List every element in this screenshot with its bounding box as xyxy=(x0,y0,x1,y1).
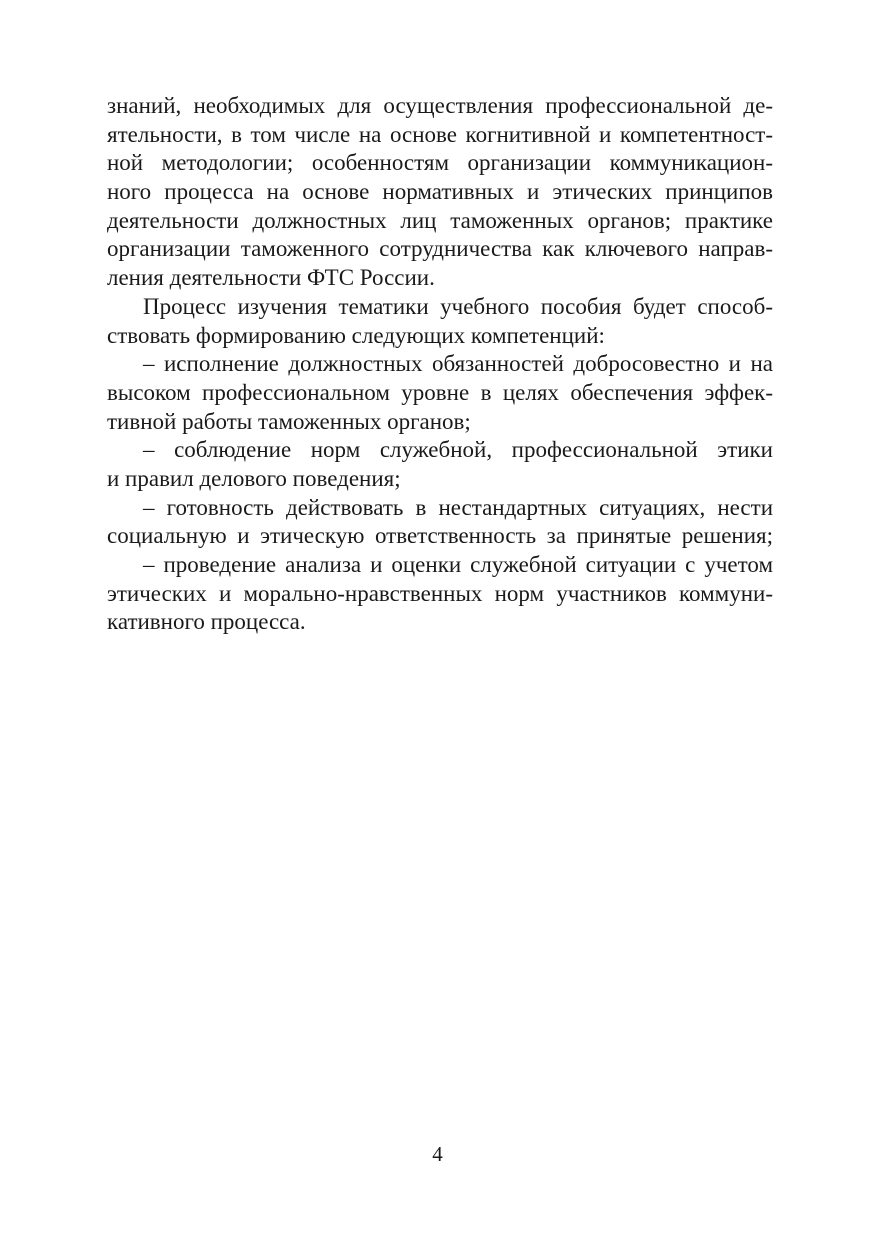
text-line: социальную и этическую ответственность за принятые решения; xyxy=(107,523,773,549)
text-line: Процесс изучения тематики учебного пособия будет способ- xyxy=(143,293,773,319)
text-line: – проведение анализа и оценки служебной ситуации с учетом xyxy=(143,552,773,577)
text-line: организации таможенного сотрудничества как ключевого направ- xyxy=(107,236,773,262)
page-number: 4 xyxy=(432,1142,443,1166)
text-line: высоком профессиональном уровне в целях обеспечения эффек- xyxy=(107,379,773,405)
text-line: ной методологии; особенностям организации коммуникацион- xyxy=(107,150,773,176)
text-line: ствовать формированию следующих компетенций: xyxy=(107,322,605,348)
text-line: деятельности должностных лиц таможенных органов; практике xyxy=(107,207,773,233)
text-line: знаний, необходимых для осуществления профессиональной де- xyxy=(107,93,773,118)
text-line: ления деятельности ФТС России. xyxy=(107,265,435,291)
text-line: ного процесса на основе нормативных и этических принципов xyxy=(107,179,773,205)
text-line: – исполнение должностных обязанностей добросовестно и на xyxy=(143,351,773,377)
text-line: и правил делового поведения; xyxy=(107,465,401,491)
text-line: кативного процесса. xyxy=(107,609,306,635)
text-line: этических и морально-нравственных норм участников коммуни- xyxy=(107,580,773,606)
text-line: ятельности, в том числе на основе когнитивной и компетентност- xyxy=(107,121,773,147)
text-line: тивной работы таможенных органов; xyxy=(107,408,471,434)
text-line: – готовность действовать в нестандартных ситуациях, нести xyxy=(143,494,773,520)
body-text xyxy=(107,92,773,637)
text-line: – соблюдение норм служебной, профессиональной этики xyxy=(143,437,773,463)
